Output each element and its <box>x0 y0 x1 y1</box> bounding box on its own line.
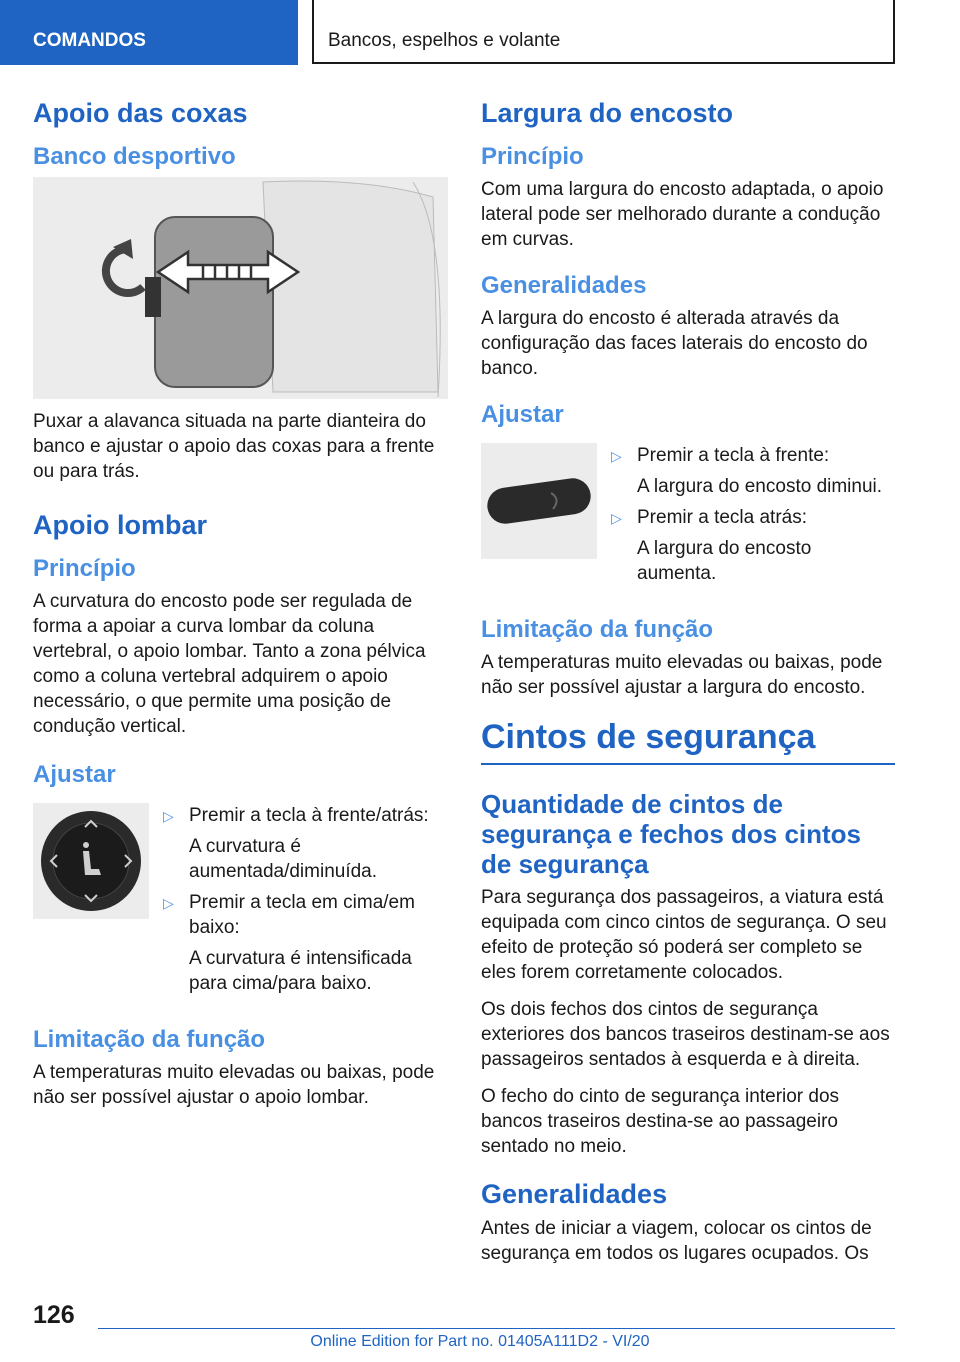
thigh-instruction: Puxar a alavanca situada na parte dianteira do banco e ajustar o apoio das coxas para a frente ou para trás. <box>33 411 435 482</box>
chapter-header <box>312 0 895 64</box>
thigh-support-illustration <box>33 177 448 399</box>
step-result: A largura do encosto aumenta. <box>637 538 812 584</box>
left-column <box>33 98 448 1122</box>
triangle-right-icon: ▷ <box>611 510 622 526</box>
section-tab: COMANDOS <box>0 0 298 65</box>
general-text: A largura do encosto é alterada através da configuração das faces laterais do encosto do banco. <box>481 308 868 379</box>
triangle-right-icon: ▷ <box>163 808 174 824</box>
heading-limitation: Limitação da função <box>481 616 714 643</box>
heading-sport-seat: Banco desportivo <box>33 143 236 170</box>
lumbar-adjust-block <box>33 803 448 1002</box>
heading-belt-quantity: Quantidade de cintos de segurança e fechos dos cintos de segurança <box>481 789 862 879</box>
lumbar-steps <box>161 803 448 1002</box>
triangle-right-icon: ▷ <box>163 895 174 911</box>
right-column <box>481 98 895 1278</box>
page-footer <box>0 1295 960 1355</box>
width-button-icon <box>481 443 597 559</box>
width-adjust-block <box>481 443 895 592</box>
width-step <box>609 505 895 586</box>
width-step <box>609 443 895 499</box>
heading-backrest-width: Largura do encosto <box>481 98 734 128</box>
heading-adjust: Ajustar <box>481 401 564 428</box>
footer-divider <box>98 1328 895 1329</box>
heading-principle: Princípio <box>481 143 584 170</box>
general-belts-text: Antes de iniciar a viagem, colocar os cintos de segurança em todos os lugares ocupados. Os <box>481 1218 872 1264</box>
lumbar-step <box>161 803 448 884</box>
heading-adjust: Ajustar <box>33 761 116 788</box>
triangle-right-icon: ▷ <box>611 448 622 464</box>
step-result: A curvatura é aumentada/diminuída. <box>189 836 378 882</box>
width-steps <box>609 443 895 592</box>
step-result: A largura do encosto diminui. <box>637 476 883 497</box>
edition-note: Online Edition for Part no. 01405A111D2 - VI/20 <box>310 1333 650 1350</box>
step-action: Premir a tecla atrás: <box>637 507 807 528</box>
heading-principle: Princípio <box>33 555 136 582</box>
belt-text-2: Os dois fechos dos cintos de segurança exteriores dos bancos traseiros destinam-se aos passageiros sentados à esquerda e à direita. <box>481 999 890 1070</box>
heading-lumbar: Apoio lombar <box>33 510 207 540</box>
belt-text-1: Para segurança dos passageiros, a viatura está equipada com cinco cintos de segurança. O seu efeito de proteção só poderá ser completo se eles forem corretamente colocados. <box>481 887 887 983</box>
step-action: Premir a tecla em cima/em baixo: <box>189 892 415 938</box>
lumbar-step <box>161 890 448 996</box>
step-result: A curvatura é intensificada para cima/para baixo. <box>189 948 412 994</box>
lumbar-knob-icon <box>33 803 149 919</box>
page-number: 126 <box>33 1301 75 1329</box>
heading-general-belts: Generalidades <box>481 1179 668 1209</box>
chapter-title: Bancos, espelhos e volante <box>328 30 561 51</box>
limitation-text: A temperaturas muito elevadas ou baixas, pode não ser possível ajustar a largura do encosto. <box>481 652 883 698</box>
heading-seat-belts: Cintos de segurança <box>481 718 895 765</box>
principle-text: A curvatura do encosto pode ser regulada de forma a apoiar a curva lombar da coluna vertebral, o apoio lombar. Tanto a zona pélvica como a coluna vertebral adquirem o apoio necessário, o que permite uma posição de condução vertical. <box>33 591 426 737</box>
belt-text-3: O fecho do cinto de segurança interior dos bancos traseiros destina-se ao passageiro sentado no meio. <box>481 1086 840 1157</box>
limitation-text: A temperaturas muito elevadas ou baixas, pode não ser possível ajustar o apoio lombar. <box>33 1062 435 1108</box>
step-action: Premir a tecla à frente: <box>637 445 830 466</box>
step-action: Premir a tecla à frente/atrás: <box>189 805 429 826</box>
heading-thigh-support: Apoio das coxas <box>33 98 248 128</box>
principle-text: Com uma largura do encosto adaptada, o apoio lateral pode ser melhorado durante a condução em curvas. <box>481 179 884 250</box>
heading-limitation: Limitação da função <box>33 1026 266 1053</box>
heading-general: Generalidades <box>481 272 647 299</box>
